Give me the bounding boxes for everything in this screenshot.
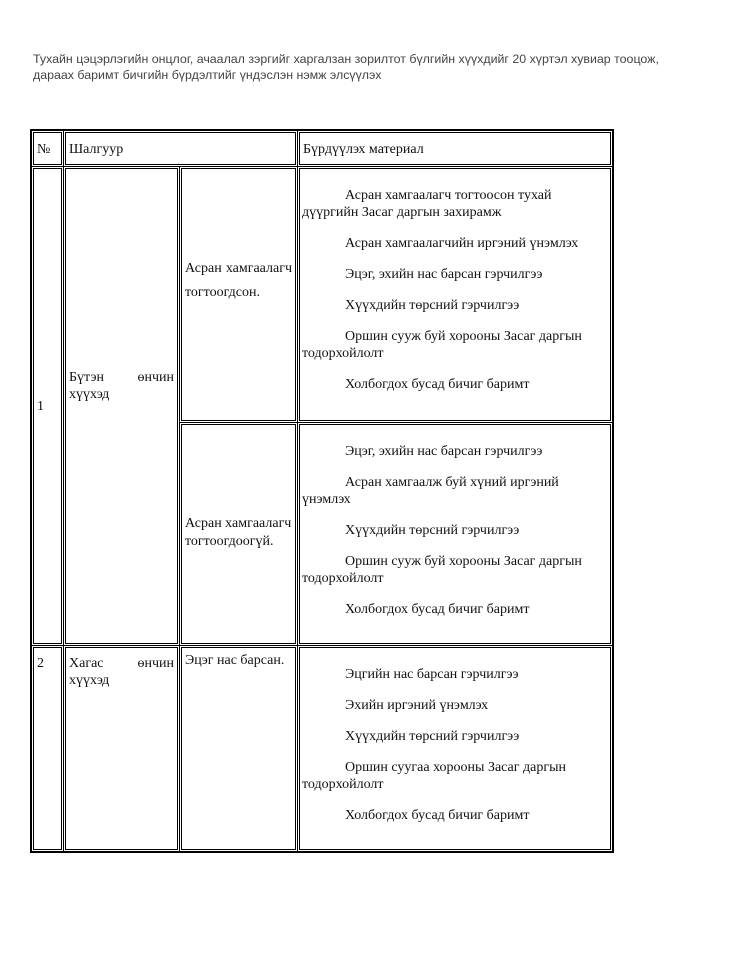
material-item: Холбогдох бусад бичиг баримт [345,808,530,823]
row-2-sub-1-materials [299,647,611,850]
row-1-sub-1-word-3: тогтоогдсон. [185,285,260,300]
header-materials: Бүрдүүлэх материал [299,132,611,165]
material-item: Эцэг, эхийн нас барсан гэрчилгээ [345,267,543,282]
material-item: Холбогдох бусад бичиг баримт [345,377,530,392]
intro-line-2: дараах баримт бичгийн бүрдэлтийг үндэслэн нэмж элсүүлэх [33,68,382,82]
intro-text [33,51,709,83]
material-item: Эцэг, эхийн нас барсан гэрчилгээ [345,444,543,459]
row-1-sub-1-label [181,168,296,421]
row-1-sub-2-word-1: Асран хамгаалагч [185,516,292,531]
material-item: Асран хамгаалагчийн иргэний үнэмлэх [345,236,579,251]
header-num: № [33,132,62,165]
row-1-criterion-word-2: өнчин [137,370,174,385]
row-1-sub-1-materials [299,168,611,421]
row-2-criterion [65,647,178,850]
row-1-sub-1-word-1: Асран [185,261,222,276]
row-1-criterion-word-1: Бүтэн [69,370,105,385]
row-1-criterion [65,168,178,644]
material-item: Оршин суугаа хорооны Засаг даргын тодорхойлолт [302,760,566,792]
row-1-number: 1 [33,168,62,644]
material-item: Хүүхдийн төрсний гэрчилгээ [345,729,520,744]
row-1-sub-1-word-2: хамгаалагч [225,261,292,276]
row-2-criterion-word-2: өнчин [137,656,174,671]
row-1-sub-2-word-2: тогтоогдоогүй. [185,534,274,549]
material-item: Асран хамгаалж буй хүний иргэний үнэмлэх [302,475,559,507]
row-2-criterion-word-1: Хагас [69,656,104,671]
row-1-criterion-word-3: хүүхэд [69,387,110,402]
material-item: Эхийн иргэний үнэмлэх [345,698,489,713]
row-2-sub-1-label: Эцэг нас барсан. [181,647,296,850]
material-item: Холбогдох бусад бичиг баримт [345,602,530,617]
row-2-criterion-word-3: хүүхэд [69,673,110,688]
material-item: Оршин сууж буй хорооны Засаг даргын тодорхойлолт [302,329,582,361]
row-2-number: 2 [33,647,62,850]
row-1-sub-2-materials [299,424,611,644]
material-item: Хүүхдийн төрсний гэрчилгээ [345,298,520,313]
material-item: Асран хамгаалагч тогтоосон тухай дүүргийн Засаг даргын захирамж [302,188,552,220]
intro-line-1: Тухайн цэцэрлэгийн онцлог, ачаалал зэргийг харгалзан зорилтот бүлгийн хүүхдийг 20 хүртэл хувиар тооцож, [33,52,659,66]
row-1-sub-2-label [181,424,296,644]
material-item: Эцгийн нас барсан гэрчилгээ [345,667,519,682]
material-item: Оршин сууж буй хорооны Засаг даргын тодорхойлолт [302,554,582,586]
header-criterion: Шалгуур [65,132,296,165]
material-item: Хүүхдийн төрсний гэрчилгээ [345,523,520,538]
